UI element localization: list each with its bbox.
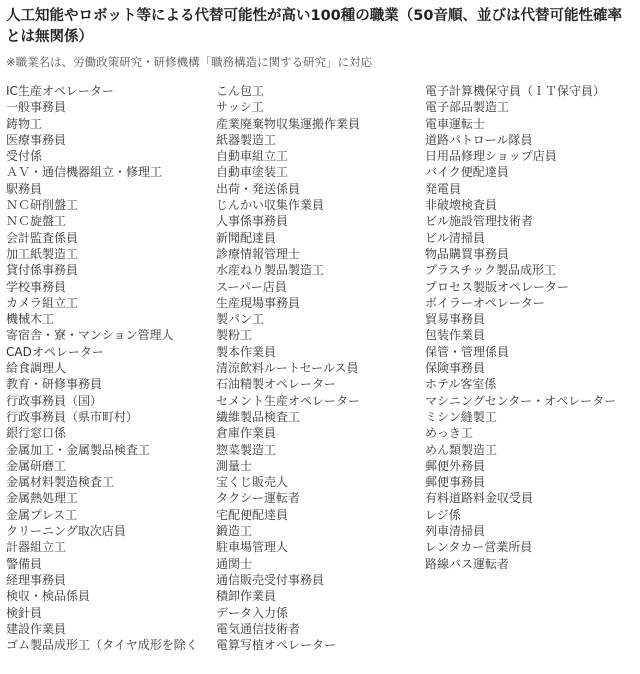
source-note: ※職業名は、労働政策研究・研修機構「職務構造に関する研究」に対応 xyxy=(6,55,373,69)
occupation-item: サッシ工 xyxy=(216,100,264,115)
occupation-item: 郵便事務員 xyxy=(425,475,486,490)
occupation-item: ＡＶ・通信機器組立・修理工 xyxy=(6,165,163,180)
occupation-item: データ入力係 xyxy=(216,605,289,620)
occupation-item: 物品購買事務員 xyxy=(425,246,510,261)
occupation-item: 行政事務員（国） xyxy=(6,393,103,408)
occupation-item: プラスチック製品成形工 xyxy=(425,263,557,278)
occupation-item: ビル清掃員 xyxy=(425,230,486,245)
occupation-item: 銀行窓口係 xyxy=(6,426,67,441)
occupation-item: 通関士 xyxy=(216,556,253,571)
occupation-item: ＮＣ研削盤工 xyxy=(6,198,79,213)
occupation-column-2 xyxy=(216,83,360,653)
page-title: 人工知能やロボット等による代替可能性が高い100種の職業（50音順、並びは代替可能性確率とは無関係） xyxy=(6,8,622,45)
occupation-item: スーパー店員 xyxy=(216,279,287,294)
occupation-item: 電気通信技術者 xyxy=(216,621,301,636)
occupation-item: 給食調理人 xyxy=(6,361,67,376)
occupation-item: 医療事務員 xyxy=(6,132,67,147)
occupation-item: 検針員 xyxy=(6,605,43,620)
occupation-item: 路線バス運転者 xyxy=(425,556,510,571)
occupation-item: バイク便配達員 xyxy=(425,165,509,180)
occupation-item: 非破壊検査員 xyxy=(425,198,498,213)
occupation-item: めっき工 xyxy=(425,426,473,441)
occupation-item: 会計監査係員 xyxy=(6,230,79,245)
occupation-item: 寄宿舎・寮・マンション管理人 xyxy=(6,328,174,343)
occupation-item: 行政事務員（県市町村） xyxy=(6,409,139,424)
occupation-item: CADオペレーター xyxy=(6,344,104,359)
occupation-item: セメント生産オペレーター xyxy=(216,393,361,408)
occupation-item: 発電員 xyxy=(425,181,462,196)
occupation-column-1 xyxy=(6,83,202,653)
occupation-item: 生産現場事務員 xyxy=(216,295,301,310)
occupation-item: 電子計算機保守員（ＩＴ保守員） xyxy=(425,84,606,98)
occupation-column-3 xyxy=(425,83,616,572)
occupation-item: 列車清掃員 xyxy=(425,524,486,539)
occupation-item: 産業廃棄物収集運搬作業員 xyxy=(216,116,361,131)
occupation-item: 清涼飲料ルートセールス員 xyxy=(216,361,359,376)
occupation-item: 郵便外務員 xyxy=(425,458,486,473)
occupation-item: 加工紙製造工 xyxy=(6,246,79,261)
occupation-item: 製粉工 xyxy=(216,328,253,343)
occupation-item: 保管・管理係員 xyxy=(425,344,510,359)
occupation-item: 駅務員 xyxy=(6,181,43,196)
occupation-item: 水産ねり製品製造工 xyxy=(216,263,325,278)
occupation-item: 検収・検品係員 xyxy=(6,589,91,604)
occupation-item: 診療情報管理士 xyxy=(216,246,301,261)
occupation-item: ＮＣ旋盤工 xyxy=(6,214,67,229)
occupation-item: 警備員 xyxy=(6,556,43,571)
occupation-item: 金属研磨工 xyxy=(6,458,67,473)
occupation-item: カメラ組立工 xyxy=(6,295,79,310)
occupation-item: 電子部品製造工 xyxy=(425,100,510,115)
occupation-item: 自動車組立工 xyxy=(216,149,289,164)
occupation-item: 倉庫作業員 xyxy=(216,426,277,441)
occupation-item: こん包工 xyxy=(216,84,265,98)
occupation-item: 金属熱処理工 xyxy=(6,491,79,506)
occupation-item: 鋳物工 xyxy=(6,116,43,131)
occupation-item: 宅配便配達員 xyxy=(216,507,289,522)
occupation-item: 製パン工 xyxy=(216,312,265,327)
occupation-item: めん類製造工 xyxy=(425,442,498,457)
occupation-item: 経理事務員 xyxy=(6,572,67,587)
occupation-item: 測量士 xyxy=(216,458,253,473)
occupation-item: 出荷・発送係員 xyxy=(216,181,301,196)
occupation-item: 自動車塗装工 xyxy=(216,165,289,180)
occupation-item: 受付係 xyxy=(6,149,43,164)
occupation-item: 建設作業員 xyxy=(6,621,67,636)
occupation-item: 人事係事務員 xyxy=(216,214,289,229)
occupation-item: ホテル客室係 xyxy=(425,377,497,392)
occupation-item: 機械木工 xyxy=(6,312,55,327)
occupation-item: 計器組立工 xyxy=(6,540,67,555)
occupation-item: 惣菜製造工 xyxy=(216,442,277,457)
occupation-item: じんかい収集作業員 xyxy=(216,198,325,213)
occupation-item: 日用品修理ショップ店員 xyxy=(425,149,557,164)
occupation-item: 駐車場管理人 xyxy=(216,540,289,555)
occupation-item: 教育・研修事務員 xyxy=(6,377,103,392)
occupation-item: 貿易事務員 xyxy=(425,312,486,327)
occupation-item: ミシン縫製工 xyxy=(425,409,497,424)
occupation-item: 電車運転士 xyxy=(425,116,486,131)
occupation-item: 有料道路料金収受員 xyxy=(425,491,534,506)
occupation-item: ゴム製品成形工（タイヤ成形を除く xyxy=(6,638,198,653)
occupation-item: 金属加工・金属製品検査工 xyxy=(6,442,151,457)
occupation-item: 貸付係事務員 xyxy=(6,263,79,278)
occupation-item: 製本作業員 xyxy=(216,344,277,359)
occupation-item: 繊維製品検査工 xyxy=(216,409,301,424)
occupation-item: 保険事務員 xyxy=(425,361,486,376)
occupation-item: レンタカー営業所員 xyxy=(425,540,533,555)
occupation-item: 一般事務員 xyxy=(6,100,67,115)
occupation-item: タクシー運転者 xyxy=(216,491,301,506)
occupation-item: 道路パトロール隊員 xyxy=(425,132,533,147)
occupation-item: 宝くじ販売人 xyxy=(216,475,289,490)
occupation-item: 包装作業員 xyxy=(425,328,486,343)
occupation-item: 電算写植オペレーター xyxy=(216,638,337,653)
occupation-item: IC生産オペレーター xyxy=(6,84,114,98)
occupation-item: ボイラーオペレーター xyxy=(425,295,545,310)
occupation-item: 紙器製造工 xyxy=(216,132,277,147)
occupation-item: 積卸作業員 xyxy=(216,589,277,604)
occupation-item: 金属プレス工 xyxy=(6,507,78,522)
occupation-item: 石油精製オペレーター xyxy=(216,377,337,392)
occupation-item: 鍛造工 xyxy=(216,524,253,539)
occupation-item: マシニングセンター・オペレーター xyxy=(425,393,617,408)
occupation-item: ビル施設管理技術者 xyxy=(425,214,534,229)
occupation-item: 学校事務員 xyxy=(6,279,67,294)
occupation-item: 通信販売受付事務員 xyxy=(216,572,325,587)
occupation-item: 金属材料製造検査工 xyxy=(6,475,115,490)
occupation-item: クリーニング取次店員 xyxy=(6,524,126,539)
occupation-item: レジ係 xyxy=(425,507,461,522)
occupation-item: プロセス製版オペレーター xyxy=(425,279,570,294)
occupation-item: 新聞配達員 xyxy=(216,230,277,245)
